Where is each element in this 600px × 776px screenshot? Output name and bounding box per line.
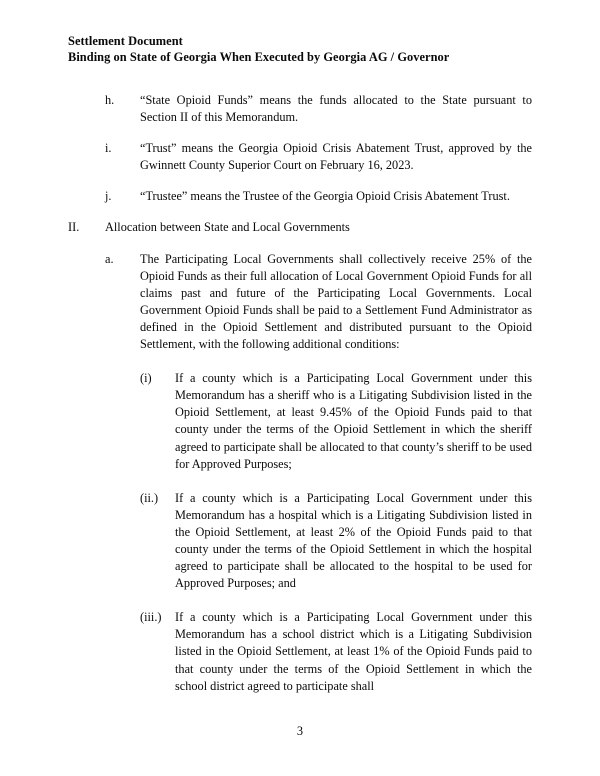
item-text: Allocation between State and Local Governments xyxy=(105,220,350,235)
document-item xyxy=(105,92,532,126)
item-marker: h. xyxy=(105,93,115,107)
document-body xyxy=(0,92,600,695)
document-title-line-2: Binding on State of Georgia When Executed by Georgia AG / Governor xyxy=(68,49,450,64)
document-item xyxy=(140,609,532,694)
item-text: “Trust” means the Georgia Opioid Crisis Abatement Trust, approved by the Gwinnett County Superior Court on February 16, 2023. xyxy=(140,141,532,173)
item-marker: j. xyxy=(105,189,112,204)
page-number: 3 xyxy=(296,724,304,738)
item-marker: (ii.) xyxy=(140,490,159,505)
item-marker: i. xyxy=(105,141,112,156)
item-text: If a county which is a Participating Local Government under this Memorandum has a sheriff who is a Litigating Subdivision listed in the Opioid Settlement, at least 9.45% of the Opioid Funds paid to that county under the terms of the Opioid Settlement in which the sheriff agreed to participate shall be allocated to that county’s sheriff to be used for Approved Purposes; xyxy=(175,371,532,471)
item-text: “Trustee” means the Trustee of the Georgia Opioid Crisis Abatement Trust. xyxy=(140,189,510,204)
document-item xyxy=(105,188,532,205)
item-marker: a. xyxy=(105,251,114,266)
item-text: If a county which is a Participating Local Government under this Memorandum has a hospital which is a Litigating Subdivision listed in the Opioid Settlement, at least 2% of the Opioid Funds paid to that county under the terms of the Opioid Settlement in which the hospital agreed to participate shall be allocated to the hospital to be used for Approved Purposes; and xyxy=(175,490,532,591)
document-title-line-1: Settlement Document xyxy=(68,34,183,48)
document-header xyxy=(68,34,538,65)
document-item xyxy=(105,251,532,354)
document-item xyxy=(140,370,532,473)
item-text: “State Opioid Funds” means the funds allocated to the State pursuant to Section II of this Memorandum. xyxy=(140,93,532,125)
item-marker: (i) xyxy=(140,371,152,386)
item-marker: (iii.) xyxy=(140,610,162,625)
document-item xyxy=(140,490,532,593)
item-text: The Participating Local Governments shall collectively receive 25% of the Opioid Funds as their full allocation of Local Government Opioid Funds for all claims past and future of the Participating Local Governments. Local Government Opioid Funds shall be paid to a Settlement Fund Administrator as defined in the Opioid Settlement and distributed pursuant to the Opioid Settlement, with the following additional conditions: xyxy=(140,251,532,352)
document-item xyxy=(68,219,532,236)
item-text: If a county which is a Participating Local Government under this Memorandum has a school district which is a Litigating Subdivision listed in the Opioid Settlement, at least 1% of the Opioid Funds paid to that county under the terms of the Opioid Settlement in which the school district agreed to participate shall xyxy=(175,610,532,693)
item-marker: II. xyxy=(68,220,80,235)
document-item xyxy=(105,140,532,174)
